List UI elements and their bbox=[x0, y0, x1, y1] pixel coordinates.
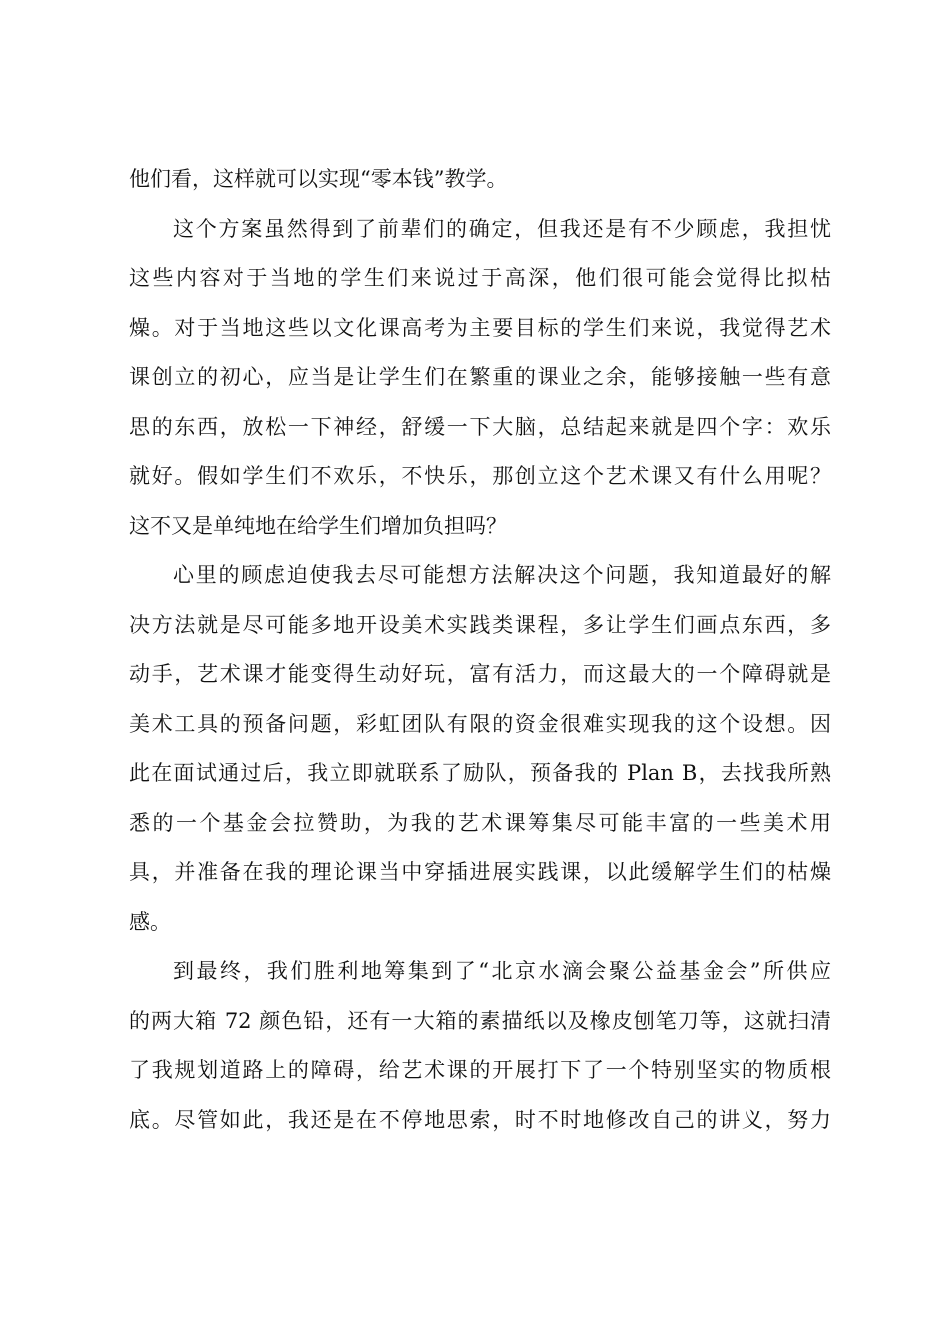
text-line: 心里的顾虑迫使我去尽可能想方法解决这个问题，我知道最好的解 bbox=[173, 563, 831, 587]
text-line: 这些内容对于当地的学生们来说过于高深，他们很可能会觉得比拟枯 bbox=[129, 266, 831, 290]
text-line: 这个方案虽然得到了前辈们的确定，但我还是有不少顾虑，我担忧 bbox=[173, 216, 831, 241]
text-line: 悉的一个基金会拉赞助，为我的艺术课筹集尽可能丰富的一些美术用 bbox=[129, 810, 831, 835]
paragraph bbox=[129, 947, 831, 1145]
text-line: 到最终，我们胜利地筹集到了“北京水滴会聚公益基金会”所供应 bbox=[173, 959, 831, 983]
text-line: 底。尽管如此，我还是在不停地思索，时不时地修改自己的讲义，努力 bbox=[129, 1107, 831, 1132]
body-text bbox=[129, 155, 831, 1145]
text-line: 就好。假如学生们不欢乐，不快乐，那创立这个艺术课又有什么用呢？ bbox=[129, 464, 831, 488]
text-line: 他们看，这样就可以实现“零本钱”教学。 bbox=[129, 167, 508, 191]
text-line: 决方法就是尽可能多地开设美术实践类课程，多让学生们画点东西，多 bbox=[129, 612, 831, 637]
text-line: 感。 bbox=[129, 909, 171, 934]
text-line: 燥。对于当地这些以文化课高考为主要目标的学生们来说，我觉得艺术 bbox=[129, 315, 831, 340]
text-line: 思的东西，放松一下神经，舒缓一下大脑，总结起来就是四个字：欢乐 bbox=[129, 414, 831, 439]
paragraph bbox=[129, 155, 831, 205]
text-line: 课创立的初心，应当是让学生们在繁重的课业之余，能够接触一些有意 bbox=[129, 365, 831, 389]
text-line: 此在面试通过后，我立即就联系了励队，预备我的 Plan B，去找我所熟 bbox=[129, 761, 831, 785]
text-line: 的两大箱 72 颜色铅，还有一大箱的素描纸以及橡皮刨笔刀等，这就扫清 bbox=[129, 1008, 831, 1033]
text-line: 动手，艺术课才能变得生动好玩，富有活力，而这最大的一个障碍就是 bbox=[129, 662, 831, 686]
text-line: 美术工具的预备问题，彩虹团队有限的资金很难实现我的这个设想。因 bbox=[129, 711, 831, 736]
paragraph bbox=[129, 205, 831, 552]
text-line: 了我规划道路上的障碍，给艺术课的开展打下了一个特别坚实的物质根 bbox=[129, 1058, 831, 1082]
text-line: 这不又是单纯地在给学生们增加负担吗？ bbox=[129, 513, 507, 538]
text-line: 具，并准备在我的理论课当中穿插进展实践课，以此缓解学生们的枯燥 bbox=[129, 860, 831, 884]
paragraph bbox=[129, 551, 831, 947]
